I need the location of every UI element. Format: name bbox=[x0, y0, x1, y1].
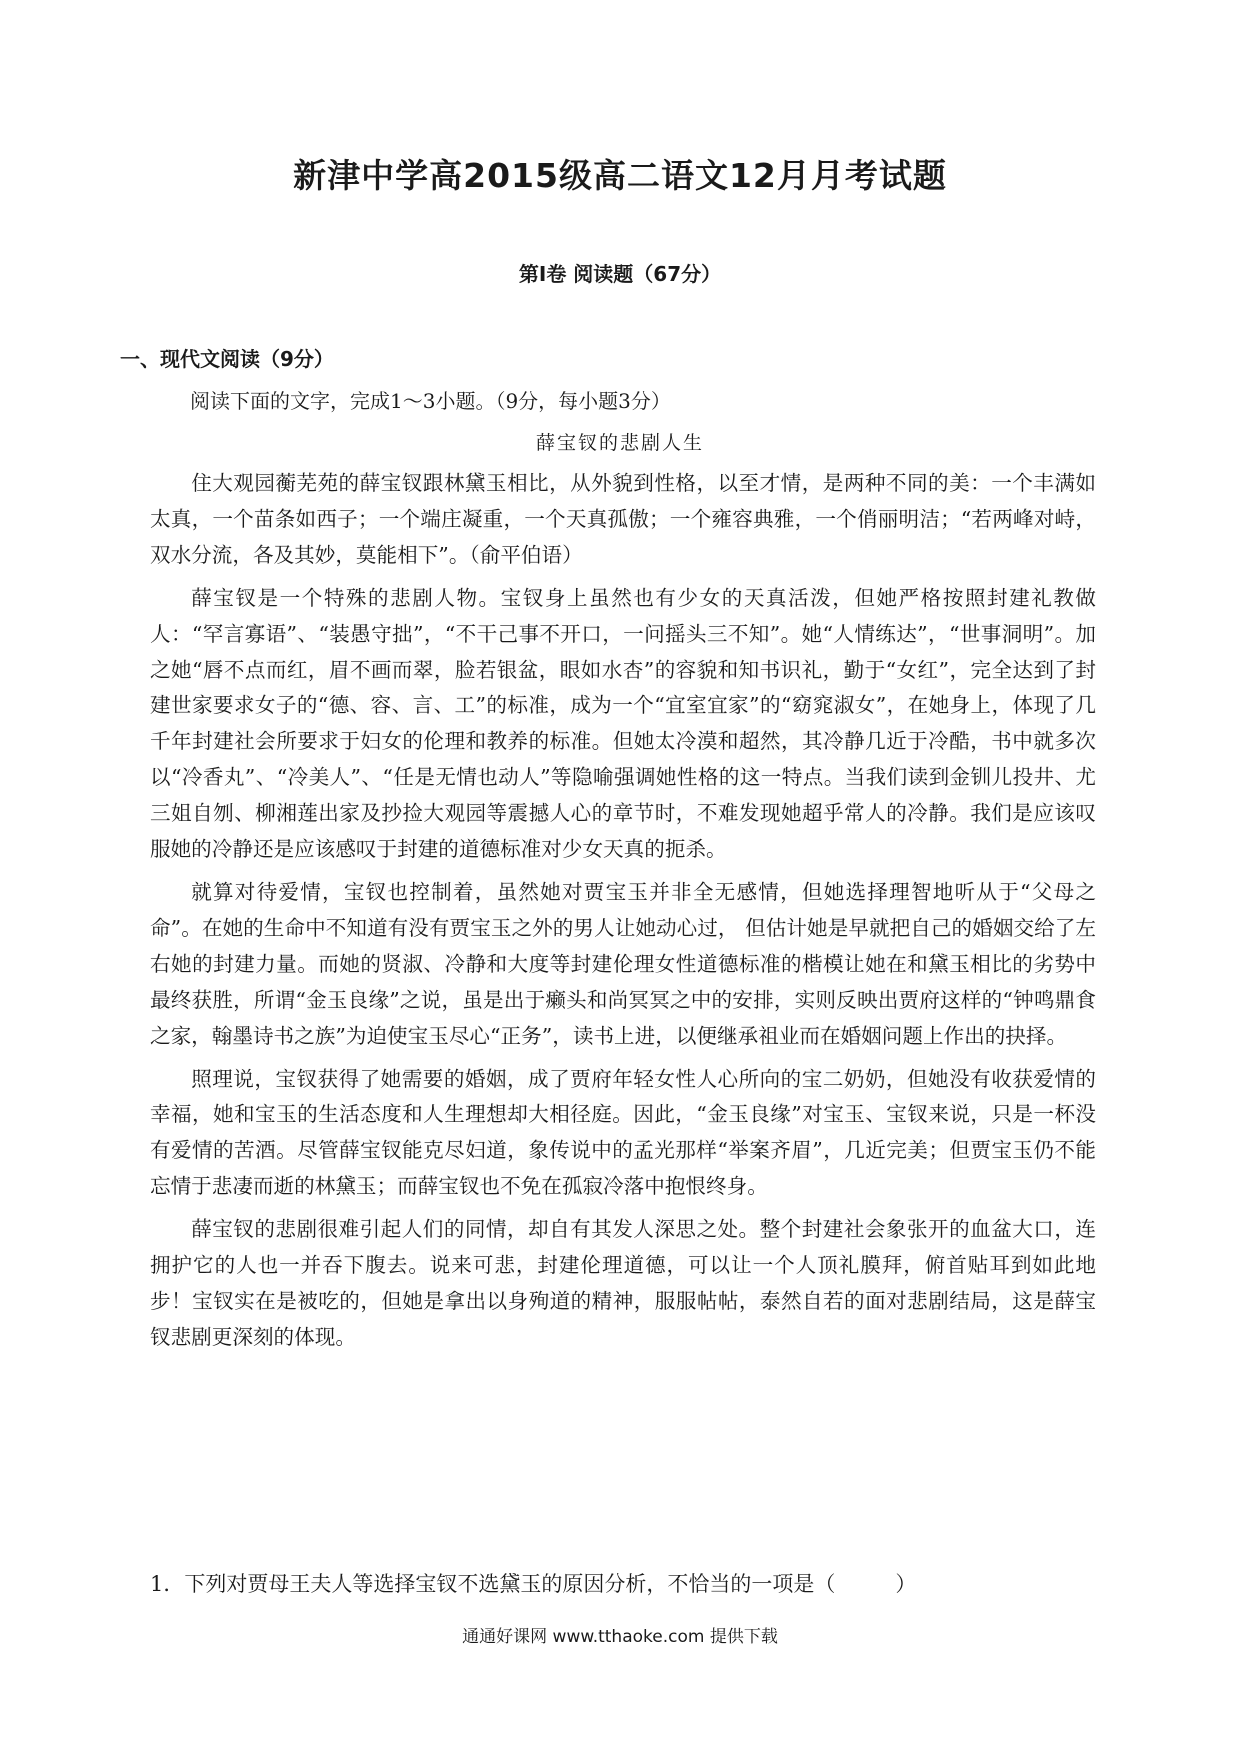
article-paragraph: 薛宝钗是一个特殊的悲剧人物。宝钗身上虽然也有少女的天真活泼，但她严格按照封建礼教做人：“罕言寡语”、“装愚守拙”，“不干己事不开口，一问摇头三不知”。她“人情练达”，“世事洞明”。加之她“唇不点而红，眉不画而翠，脸若银盆，眼如水杏”的容貌和知书识礼，勤于“女红”，完全达到了封建世家要求女子的“德、容、言、工”的标准，成为一个“宜室宜家”的“窈窕淑女”，在她身上，体现了几千年封建社会所要求于妇女的伦理和教养的标准。但她太冷漠和超然，其冷静几近于冷酷，书中就多次以“冷香丸”、“冷美人”、“任是无情也动人”等隐喻强调她性格的这一特点。当我们读到金钏儿投井、尤三姐自刎、柳湘莲出家及抄捡大观园等震撼人心的章节时，不难发现她超乎常人的冷静。我们是应该叹服她的冷静还是应该感叹于封建的道德标准对少女天真的扼杀。 bbox=[150, 585, 1096, 862]
article-paragraph: 薛宝钗的悲剧很难引起人们的同情，却自有其发人深思之处。整个封建社会象张开的血盆大口，连拥护它的人也一并吞下腹去。说来可悲，封建伦理道德，可以让一个人顶礼膜拜，俯首贴耳到如此地步！宝钗实在是被吃的，但她是拿出以身殉道的精神，服服帖帖，泰然自若的面对悲剧结局，这是薛宝钗悲剧更深刻的体现。 bbox=[150, 1217, 1096, 1349]
article-paragraph: 照理说，宝钗获得了她需要的婚姻，成了贾府年轻女性人心所向的宝二奶奶，但她没有收获爱情的幸福，她和宝玉的生活态度和人生理想却大相径庭。因此，“金玉良缘”对宝玉、宝钗来说，只是一杯没有爱情的苦酒。尽管薛宝钗能克尽妇道，象传说中的孟光那样“举案齐眉”，几近完美；但贾宝玉仍不能忘情于悲凄而逝的林黛玉；而薛宝钗也不免在孤寂冷落中抱恨终身。 bbox=[150, 1066, 1096, 1199]
article-title: 薛宝钗的悲剧人生 bbox=[535, 432, 704, 454]
section-heading: 一、现代文阅读（9分） bbox=[120, 347, 334, 371]
part-subtitle: 第Ⅰ卷 阅读题（67分） bbox=[518, 262, 722, 286]
page-footer: 通通好课网 www.tthaoke.com 提供下载 bbox=[462, 1627, 778, 1647]
question-1 bbox=[150, 1568, 916, 1598]
reading-instruction: 阅读下面的文字，完成1～3小题。（9分，每小题3分） bbox=[190, 389, 671, 413]
article-body bbox=[150, 466, 1096, 1363]
question-text: 1．下列对贾母王夫人等选择宝钗不选黛玉的原因分析，不恰当的一项是（ bbox=[150, 1572, 836, 1596]
article-paragraph: 住大观园蘅芜苑的薛宝钗跟林黛玉相比，从外貌到性格，以至才情，是两种不同的美：一个丰满如太真，一个苗条如西子；一个端庄凝重，一个天真孤傲；一个雍容典雅，一个俏丽明洁；“若两峰对峙，双水分流，各及其妙，莫能相下”。（俞平伯语） bbox=[150, 471, 1096, 567]
article-paragraph: 就算对待爱情，宝钗也控制着，虽然她对贾宝玉并非全无感情，但她选择理智地听从于“父母之命”。在她的生命中不知道有没有贾宝玉之外的男人让她动心过， 但估计她是早就把自己的婚姻交给了左右她的封建力量。而她的贤淑、冷静和大度等封建伦理女性道德标准的楷模让她在和黛玉相比的劣势中最终获胜，所谓“金玉良缘”之说，虽是出于癞头和尚冥冥之中的安排，实则反映出贾府这样的“钟鸣鼎食之家，翰墨诗书之族”为迫使宝玉尽心“正务”，读书上进，以便继承祖业而在婚姻问题上作出的抉择。 bbox=[150, 879, 1096, 1048]
document-title: 新津中学高2015级高二语文12月月考试题 bbox=[293, 156, 947, 195]
question-close-paren: ） bbox=[895, 1572, 917, 1596]
